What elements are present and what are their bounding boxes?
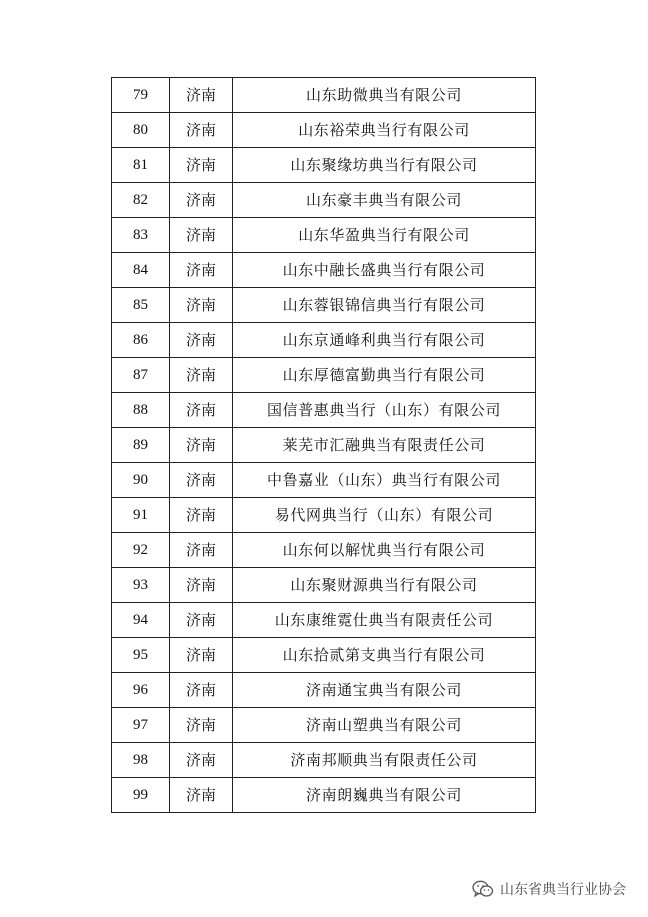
row-number: 98 (112, 743, 170, 778)
row-company-name: 易代网典当行（山东）有限公司 (233, 498, 536, 533)
table-row (112, 743, 536, 778)
row-city: 济南 (170, 533, 233, 568)
row-city: 济南 (170, 743, 233, 778)
row-city: 济南 (170, 358, 233, 393)
row-company-name: 国信普惠典当行（山东）有限公司 (233, 393, 536, 428)
row-company-name: 山东拾贰第支典当行有限公司 (233, 638, 536, 673)
watermark (472, 879, 626, 899)
row-number: 99 (112, 778, 170, 813)
row-city: 济南 (170, 113, 233, 148)
row-number: 80 (112, 113, 170, 148)
row-city: 济南 (170, 218, 233, 253)
row-number: 93 (112, 568, 170, 603)
table-row (112, 778, 536, 813)
row-number: 82 (112, 183, 170, 218)
row-city: 济南 (170, 568, 233, 603)
watermark-text: 山东省典当行业协会 (500, 882, 626, 898)
row-company-name: 中鲁嘉业（山东）典当行有限公司 (233, 463, 536, 498)
row-company-name: 山东厚德富勤典当行有限公司 (233, 358, 536, 393)
row-company-name: 山东何以解忧典当行有限公司 (233, 533, 536, 568)
row-number: 84 (112, 253, 170, 288)
row-city: 济南 (170, 673, 233, 708)
row-number: 79 (112, 78, 170, 113)
row-company-name: 济南山塑典当有限公司 (233, 708, 536, 743)
table-row (112, 603, 536, 638)
row-number: 91 (112, 498, 170, 533)
row-city: 济南 (170, 603, 233, 638)
row-number: 95 (112, 638, 170, 673)
wechat-icon (472, 880, 494, 898)
row-company-name: 莱芜市汇融典当有限责任公司 (233, 428, 536, 463)
table-row (112, 113, 536, 148)
table-row (112, 673, 536, 708)
table-row (112, 533, 536, 568)
row-company-name: 山东助微典当有限公司 (233, 78, 536, 113)
row-number: 97 (112, 708, 170, 743)
row-city: 济南 (170, 428, 233, 463)
row-city: 济南 (170, 183, 233, 218)
table-row (112, 568, 536, 603)
row-city: 济南 (170, 148, 233, 183)
row-city: 济南 (170, 778, 233, 813)
row-number: 89 (112, 428, 170, 463)
row-number: 92 (112, 533, 170, 568)
row-city: 济南 (170, 253, 233, 288)
row-city: 济南 (170, 323, 233, 358)
row-company-name: 济南朗巍典当有限公司 (233, 778, 536, 813)
table-row (112, 498, 536, 533)
table-row (112, 463, 536, 498)
row-number: 83 (112, 218, 170, 253)
row-number: 81 (112, 148, 170, 183)
row-city: 济南 (170, 638, 233, 673)
row-city: 济南 (170, 463, 233, 498)
row-company-name: 山东聚缘坊典当行有限公司 (233, 148, 536, 183)
row-number: 90 (112, 463, 170, 498)
row-company-name: 山东京通峰利典当行有限公司 (233, 323, 536, 358)
row-company-name: 山东裕荣典当行有限公司 (233, 113, 536, 148)
table-row (112, 428, 536, 463)
row-company-name: 济南通宝典当有限公司 (233, 673, 536, 708)
row-city: 济南 (170, 288, 233, 323)
row-company-name: 山东华盈典当行有限公司 (233, 218, 536, 253)
row-city: 济南 (170, 393, 233, 428)
table-row (112, 393, 536, 428)
row-city: 济南 (170, 708, 233, 743)
table-row (112, 253, 536, 288)
row-company-name: 山东聚财源典当行有限公司 (233, 568, 536, 603)
table-row (112, 323, 536, 358)
row-number: 86 (112, 323, 170, 358)
table-row (112, 358, 536, 393)
row-number: 85 (112, 288, 170, 323)
row-number: 87 (112, 358, 170, 393)
row-number: 88 (112, 393, 170, 428)
table-row (112, 288, 536, 323)
row-number: 96 (112, 673, 170, 708)
row-company-name: 山东豪丰典当有限公司 (233, 183, 536, 218)
row-city: 济南 (170, 78, 233, 113)
row-company-name: 山东康维霓仕典当有限责任公司 (233, 603, 536, 638)
table-body (112, 78, 536, 813)
table-row (112, 708, 536, 743)
table-row (112, 78, 536, 113)
table-row (112, 218, 536, 253)
row-company-name: 济南邦顺典当有限责任公司 (233, 743, 536, 778)
table-row (112, 183, 536, 218)
row-company-name: 山东蓉银锦信典当行有限公司 (233, 288, 536, 323)
row-number: 94 (112, 603, 170, 638)
row-company-name: 山东中融长盛典当行有限公司 (233, 253, 536, 288)
table-row (112, 638, 536, 673)
row-city: 济南 (170, 498, 233, 533)
table-row (112, 148, 536, 183)
pawnshop-list-table (111, 77, 536, 813)
